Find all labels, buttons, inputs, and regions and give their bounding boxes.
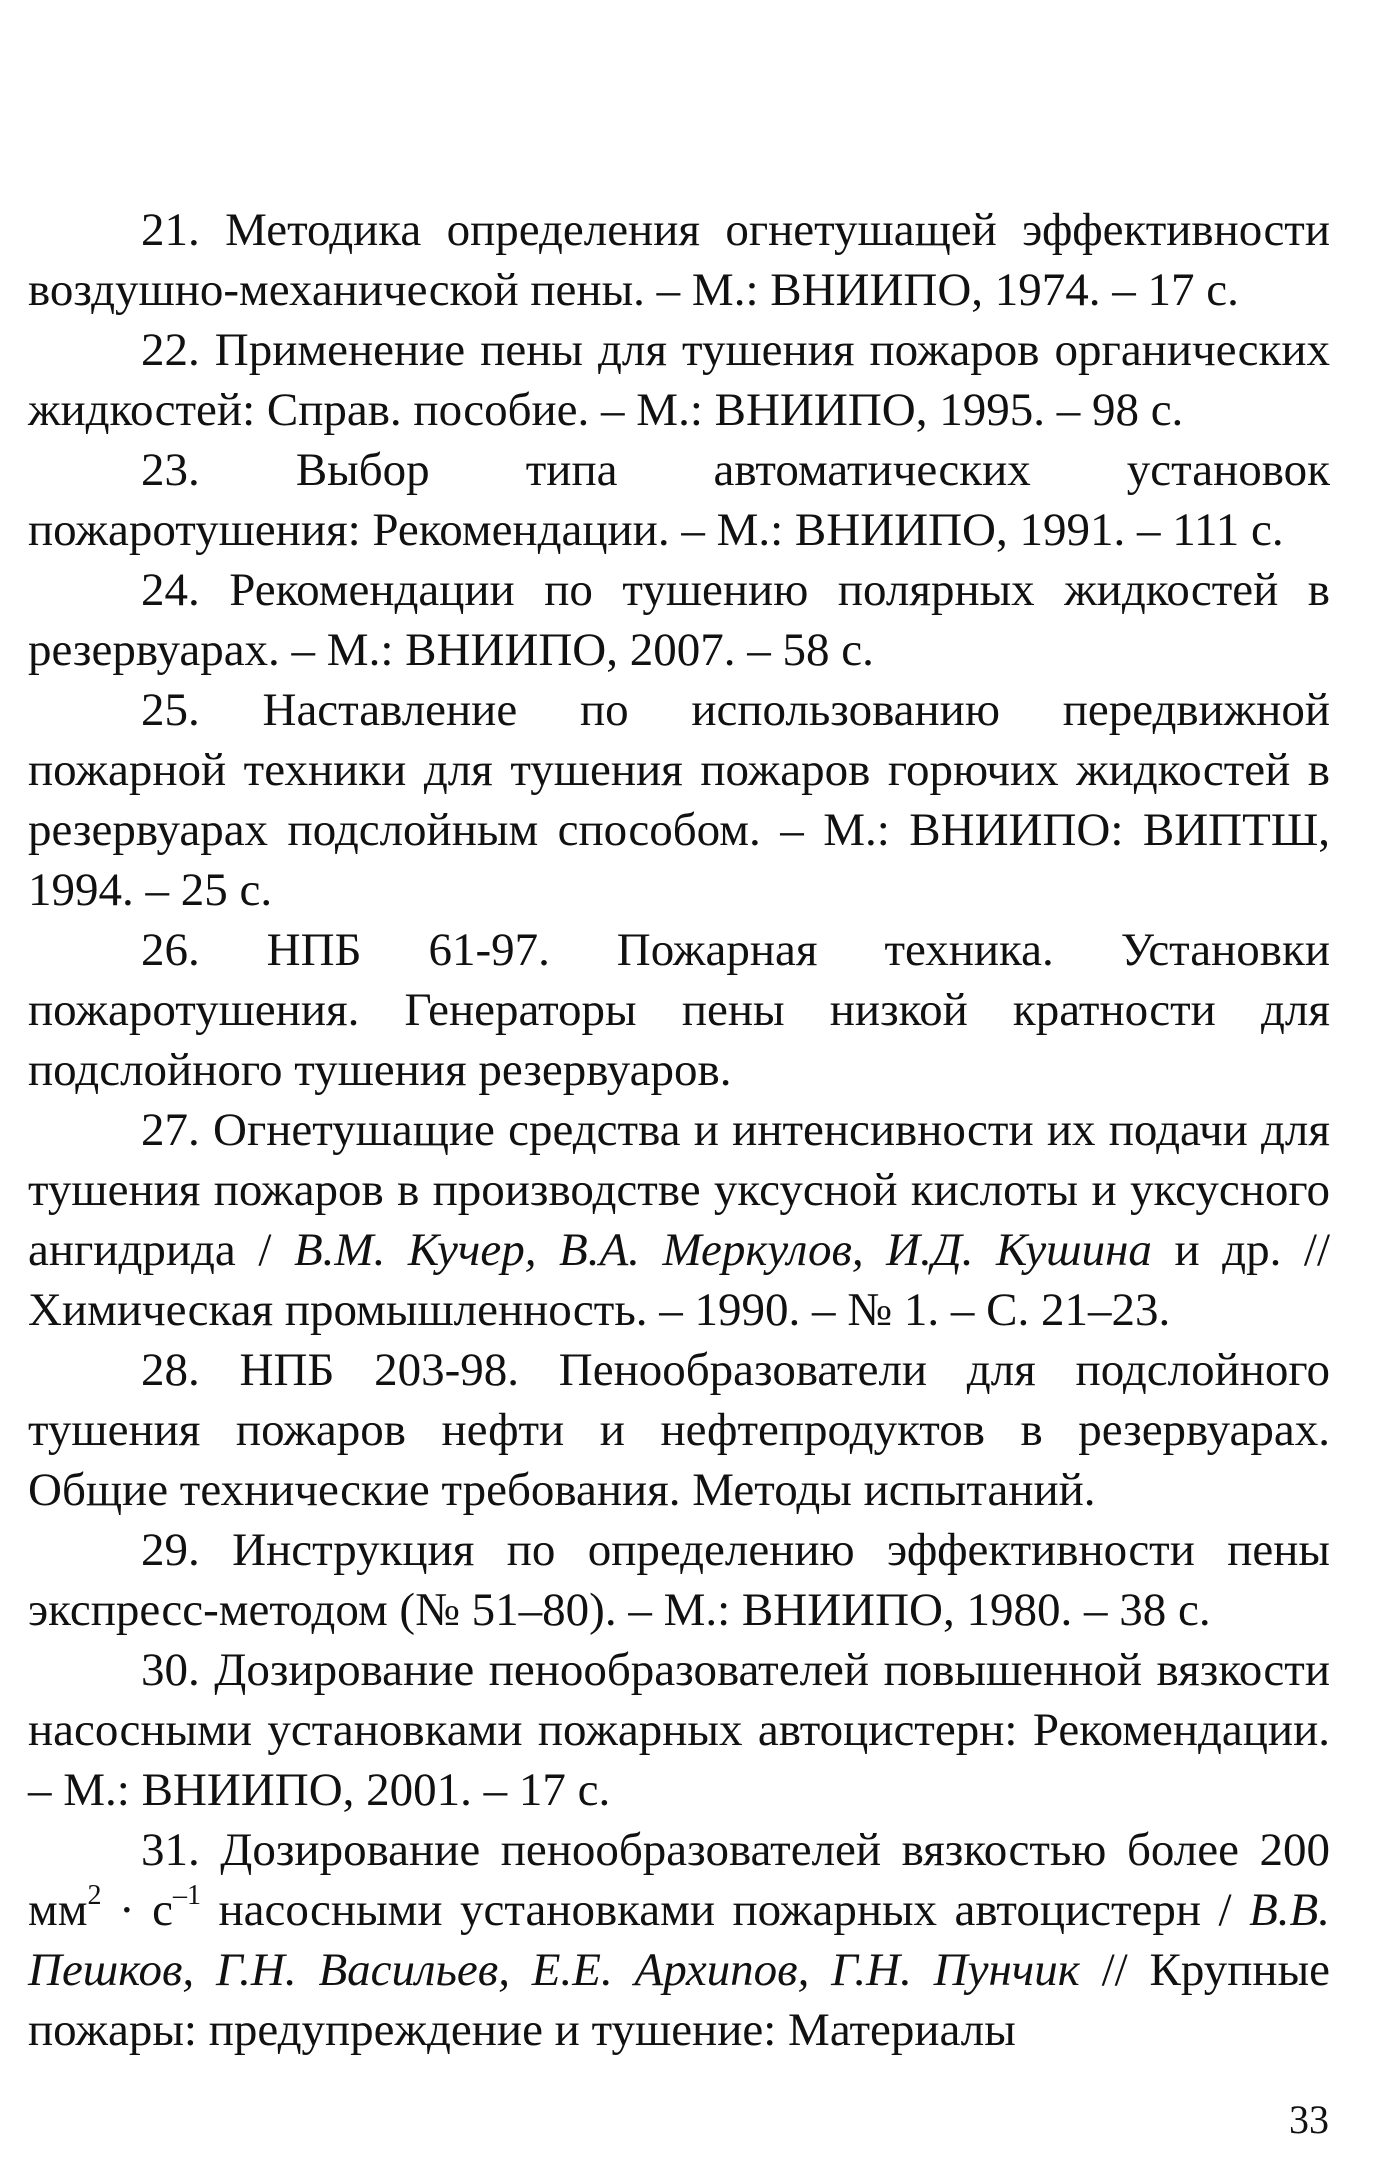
reference-item-29: 29. Инструкция по определению эффективности пены экспресс-методом (№ 51–80). – М.: ВНИИПО, 1980. – 38 с. bbox=[28, 1524, 1330, 1636]
reference-item-25: 25. Наставление по использованию передвижной пожарной техники для тушения пожаров горючих жидкостей в резервуарах подслойным способом. – М.: ВНИИПО: ВИПТШ, 1994. – 25 с. bbox=[28, 684, 1330, 916]
reference-text: 27. Огнетушащие средства и интенсивности их подачи для тушения пожаров в производстве уксусной кислоты и уксусного ангидрида / bbox=[28, 1104, 1330, 1276]
unit-exponent: 2 bbox=[87, 1880, 102, 1912]
reference-item-28: 28. НПБ 203-98. Пенообразователи для подслойного тушения пожаров нефти и нефтепродуктов в резервуарах. Общие технические требования. Методы испытаний. bbox=[28, 1344, 1330, 1516]
reference-text: // Крупные пожары: предупреждение и тушение: Материалы bbox=[28, 1944, 1331, 2056]
unit-exponent: –1 bbox=[172, 1880, 201, 1912]
reference-text: · с bbox=[101, 1884, 173, 1936]
reference-item-27 bbox=[28, 1100, 1330, 1340]
reference-item-31 bbox=[28, 1820, 1330, 2060]
reference-authors: В.В. Пешков, Г.Н. Васильев, Е.Е. Архипов, Г.Н. Пунчик bbox=[28, 1884, 1330, 1996]
reference-text: насосными установками пожарных автоцистерн / bbox=[200, 1884, 1250, 1936]
reference-item-30: 30. Дозирование пенообразователей повышенной вязкости насосными установками пожарных автоцистерн: Рекомендации. – М.: ВНИИПО, 2001. – 17 с. bbox=[28, 1644, 1330, 1816]
reference-item-23: 23. Выбор типа автоматических установок пожаротушения: Рекомендации. – М.: ВНИИПО, 1991. – 111 с. bbox=[28, 444, 1330, 556]
reference-item-21: 21. Методика определения огнетушащей эффективности воздушно-механической пены. – М.: ВНИИПО, 1974. – 17 с. bbox=[28, 204, 1330, 316]
reference-item-22: 22. Применение пены для тушения пожаров органических жидкостей: Справ. пособие. – М.: ВНИИПО, 1995. – 98 с. bbox=[28, 324, 1330, 436]
reference-list bbox=[28, 200, 1330, 2060]
page-number: 33 bbox=[1289, 2097, 1329, 2142]
reference-text: и др. // Химическая промышленность. – 1990. – № 1. – С. 21–23. bbox=[28, 1224, 1331, 1336]
reference-item-24: 24. Рекомендации по тушению полярных жидкостей в резервуарах. – М.: ВНИИПО, 2007. – 58 с. bbox=[28, 564, 1330, 676]
reference-text: 31. Дозирование пенообразователей вязкостью более 200 мм bbox=[28, 1824, 1330, 1936]
reference-authors: В.М. Кучер, В.А. Меркулов, И.Д. Кушина bbox=[293, 1224, 1152, 1276]
reference-item-26: 26. НПБ 61-97. Пожарная техника. Установки пожаротушения. Генераторы пены низкой кратности для подслойного тушения резервуаров. bbox=[28, 924, 1330, 1096]
